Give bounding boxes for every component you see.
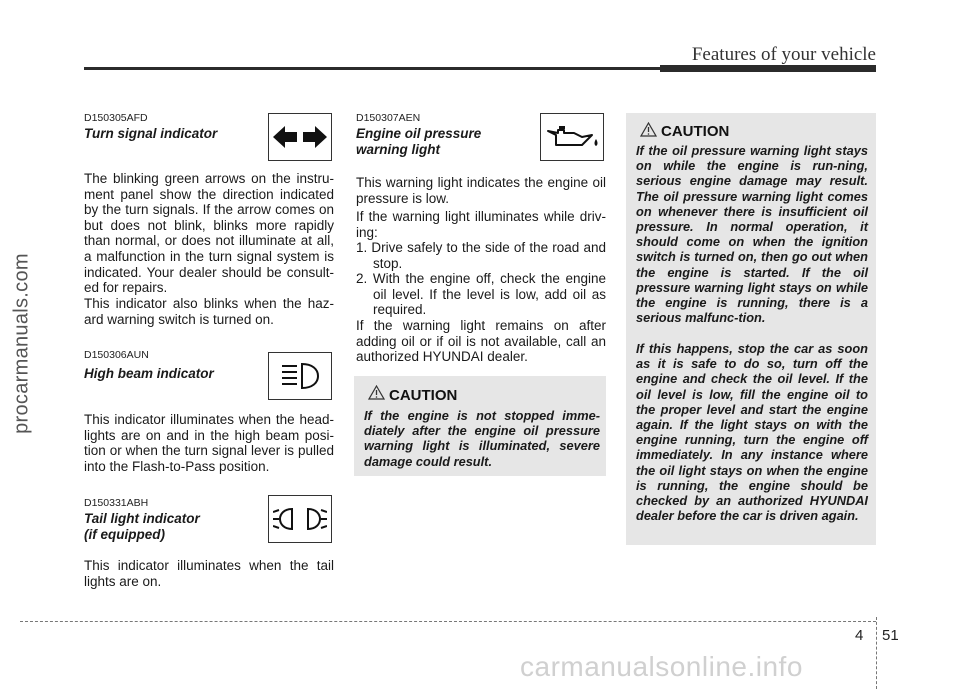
warning-triangle-icon [640, 122, 657, 137]
turn-signal-heading: Turn signal indicator [84, 126, 218, 141]
oil-pressure-step: 2. With the engine off, check the engine oil level. If the level is low, add oil as required. [356, 271, 606, 318]
oil-pressure-paragraph-3: If the warning light remains on after adding oil or if oil is not available, call an authorized HYUNDAI dealer. [356, 318, 606, 365]
footer-divider [876, 617, 877, 689]
oil-pressure-heading-line-1: Engine oil pressure [356, 126, 482, 141]
turn-signal-arrows-icon [273, 125, 327, 149]
oil-pressure-paragraph-2: If the warning light illuminates while driv-ing: [356, 209, 606, 240]
high-beam-paragraph: This indicator illuminates when the head-lights are on and in the high beam posi-tion or when the turn signal lever is pulled into the Flash-to-Pass position. [84, 412, 334, 474]
turn-signal-icon-box [268, 113, 332, 161]
bottom-watermark: carmanualsonline.info [520, 651, 803, 682]
turn-signal-code: D150305AFD [84, 112, 148, 124]
tail-light-heading [84, 511, 200, 543]
high-beam-code: D150306AUN [84, 349, 149, 361]
oil-pressure-icon-box [540, 113, 604, 161]
caution-title: CAUTION [661, 123, 730, 140]
header-rule [84, 67, 660, 70]
tail-light-icon [273, 506, 327, 532]
oil-pressure-heading-line-2: warning light [356, 142, 440, 157]
page-header-title: Features of your vehicle [691, 44, 876, 65]
oil-pressure-heading [356, 126, 481, 158]
oil-pressure-step: 1. Drive safely to the side of the road and stop. [356, 240, 606, 271]
oil-pressure-code: D150307AEN [356, 112, 421, 124]
side-watermark: procarmanuals.com [10, 253, 33, 434]
tail-light-heading-line-1: Tail light indicator [84, 511, 200, 526]
tail-light-code: D150331ABH [84, 497, 149, 509]
caution-body-paragraph-1: If the oil pressure warning light stays on while the engine is run-ning, serious engine damage may result. The oil pressure warning light comes on whenever there is insufficient oil pressure. In normal operation, it should come on when the ignition switch is turned on, then go out when the engine is started. If the oil pressure warning light stays on while the engine is running, there is a serious malfunc-tion. [636, 143, 868, 326]
tail-light-heading-line-2: (if equipped) [84, 527, 165, 542]
high-beam-icon-box [268, 352, 332, 400]
turn-signal-paragraph-2: This indicator also blinks when the haz-ard warning switch is turned on. [84, 296, 334, 327]
header-rule-thick [660, 65, 876, 72]
warning-triangle-icon [368, 385, 385, 400]
page-number: 51 [882, 627, 899, 644]
caution-body: If the engine is not stopped imme-diately after the engine oil pressure warning light is illuminated, severe damage could result. [364, 408, 600, 469]
footer-rule [20, 621, 876, 622]
high-beam-heading: High beam indicator [84, 366, 214, 381]
tail-light-paragraph: This indicator illuminates when the tail lights are on. [84, 558, 334, 589]
oil-can-icon [544, 123, 600, 151]
oil-pressure-steps [356, 240, 606, 318]
tail-light-icon-box [268, 495, 332, 543]
oil-pressure-paragraph-1: This warning light indicates the engine oil pressure is low. [356, 175, 606, 206]
turn-signal-paragraph-1: The blinking green arrows on the instru-ment panel show the direction indicated by the turn signals. If the arrow comes on but does not blink, blinks more rapidly than normal, or does not illuminate at all, a malfunction in the turn signal system is indicated. Your dealer should be consult-ed for repairs. [84, 171, 334, 296]
caution-body-paragraph-2: If this happens, stop the car as soon as it is safe to do so, turn off the engine and check the oil level. If the oil level is low, fill the engine oil to the proper level and start the engine again. If the light stays on with the engine running, turn the engine off immediately. In any instance where the oil light stays on when the engine is running, the engine should be checked by an authorized HYUNDAI dealer before the car is driven again. [636, 341, 868, 524]
caution-box-large [626, 113, 876, 545]
section-number: 4 [855, 627, 864, 644]
caution-box-small [354, 376, 606, 476]
caution-title: CAUTION [389, 387, 458, 404]
high-beam-icon [278, 361, 322, 391]
